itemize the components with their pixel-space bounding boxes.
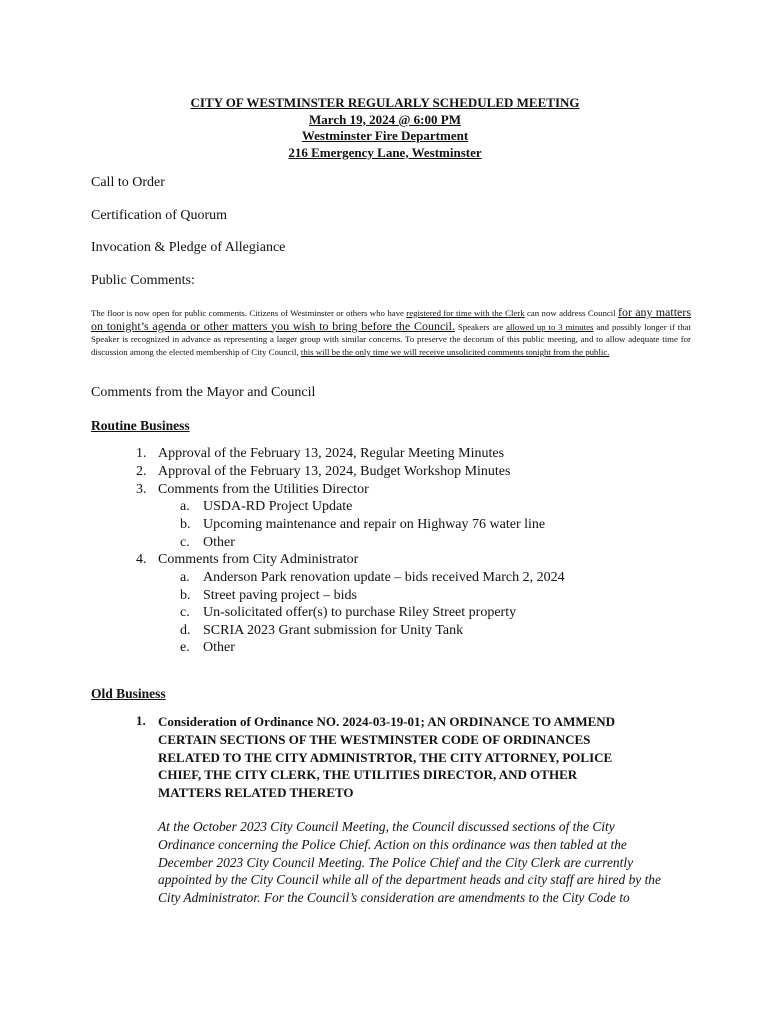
sub-item-letter: c.	[180, 535, 190, 550]
ordinance-title-line: CHIEF, THE CITY CLERK, THE UTILITIES DIRECTOR, AND OTHER	[158, 767, 578, 783]
sub-item-text: SCRIA 2023 Grant submission for Unity Tank	[203, 623, 464, 638]
certification-of-quorum: Certification of Quorum	[91, 208, 228, 223]
ordinance-title-line: RELATED TO THE CITY ADMINISTRTOR, THE CITY ATTORNEY, POLICE	[158, 749, 613, 765]
item-number: 2.	[136, 464, 147, 479]
item-text: Approval of the February 13, 2024, Budget Workshop Minutes	[158, 464, 511, 479]
header-address: 216 Emergency Lane, Westminster	[288, 144, 482, 160]
sub-item-letter: a.	[180, 499, 190, 514]
item-text: Approval of the February 13, 2024, Regular Meeting Minutes	[158, 446, 505, 461]
notice-text-4: and possibly longer if that Speaker is recognized in advance as representing a larger group with similar concerns. To preserve the decorum of this public meeting, and to allow adequate time for discussion among the elected membership of City Council,	[91, 321, 691, 357]
public-comments-label: Public Comments:	[91, 273, 195, 288]
ordinance-number: 1.	[136, 713, 146, 728]
sub-item-letter: a.	[180, 570, 190, 585]
ordinance-title	[158, 713, 678, 802]
sub-item-text: Other	[203, 640, 235, 655]
header-location: Westminster Fire Department	[301, 128, 469, 143]
ordinance-body-line: Ordinance concerning the Police Chief. Action on this ordinance was then tabled at the	[158, 836, 627, 852]
notice-registered-clerk: registered for time with the Clerk	[406, 308, 525, 318]
sub-item-letter: e.	[180, 640, 190, 655]
item-number: 3.	[136, 482, 147, 497]
item-text: Comments from the Utilities Director	[158, 482, 369, 497]
ordinance-title-line: MATTERS RELATED THERETO	[158, 785, 354, 801]
notice-text-2: can now address Council	[524, 308, 619, 318]
sub-item-text: Upcoming maintenance and repair on Highway 76 water line	[203, 517, 546, 532]
header-date: March 19, 2024 @ 6:00 PM	[309, 111, 461, 127]
invocation-pledge: Invocation & Pledge of Allegiance	[91, 240, 286, 255]
sub-item-text: Un-solicitated offer(s) to purchase Riley Street property	[203, 605, 517, 620]
sub-item-letter: b.	[180, 517, 191, 532]
notice-text-1: The floor is now open for public comments. Citizens of Westminster or others who have	[91, 308, 407, 318]
sub-item-text: Other	[203, 535, 235, 550]
call-to-order: Call to Order	[91, 175, 165, 190]
ordinance-body-line: December 2023 City Council Meeting. The Police Chief and the City Clerk are currently	[158, 854, 634, 870]
ordinance-title-line: CERTAIN SECTIONS OF THE WESTMINSTER CODE OF ORDINANCES	[158, 731, 591, 747]
sub-item-letter: c.	[180, 605, 190, 620]
notice-three-minutes: allowed up to 3 minutes	[506, 321, 594, 332]
ordinance-title-line: Consideration of Ordinance NO. 2024-03-19-01; AN ORDINANCE TO AMMEND	[158, 714, 616, 729]
notice-any-matters: for any matters on tonight’s agenda or other matters you wish to bring before the Council.	[91, 305, 692, 333]
item-number: 4.	[136, 552, 147, 567]
sub-item-letter: d.	[180, 623, 191, 638]
public-comments-notice	[91, 306, 691, 358]
sub-item-text: Street paving project – bids	[203, 588, 357, 603]
sub-item-letter: b.	[180, 588, 191, 603]
notice-text-3: Speakers are	[454, 321, 507, 332]
sub-item-text: USDA-RD Project Update	[203, 499, 353, 514]
notice-only-time: this will be the only time we will receive unsolicited comments tonight from the public.	[300, 346, 610, 357]
header-title: CITY OF WESTMINSTER REGULARLY SCHEDULED MEETING	[190, 95, 580, 110]
sub-item-text: Anderson Park renovation update – bids received March 2, 2024	[203, 570, 565, 585]
ordinance-description	[158, 818, 688, 907]
item-text: Comments from City Administrator	[158, 552, 359, 567]
old-business-heading: Old Business	[91, 686, 166, 701]
ordinance-body-line: appointed by the City Council while all of the department heads and city staff are hired by the	[158, 872, 661, 888]
meeting-header	[0, 95, 770, 161]
mayor-council-comments: Comments from the Mayor and Council	[91, 385, 316, 400]
item-number: 1.	[136, 446, 147, 461]
routine-business-heading: Routine Business	[91, 418, 190, 433]
ordinance-body-line: At the October 2023 City Council Meeting, the Council discussed sections of the City	[158, 819, 615, 834]
ordinance-body-line: City Administrator. For the Council’s consideration are amendments to the City Code to	[158, 890, 630, 906]
